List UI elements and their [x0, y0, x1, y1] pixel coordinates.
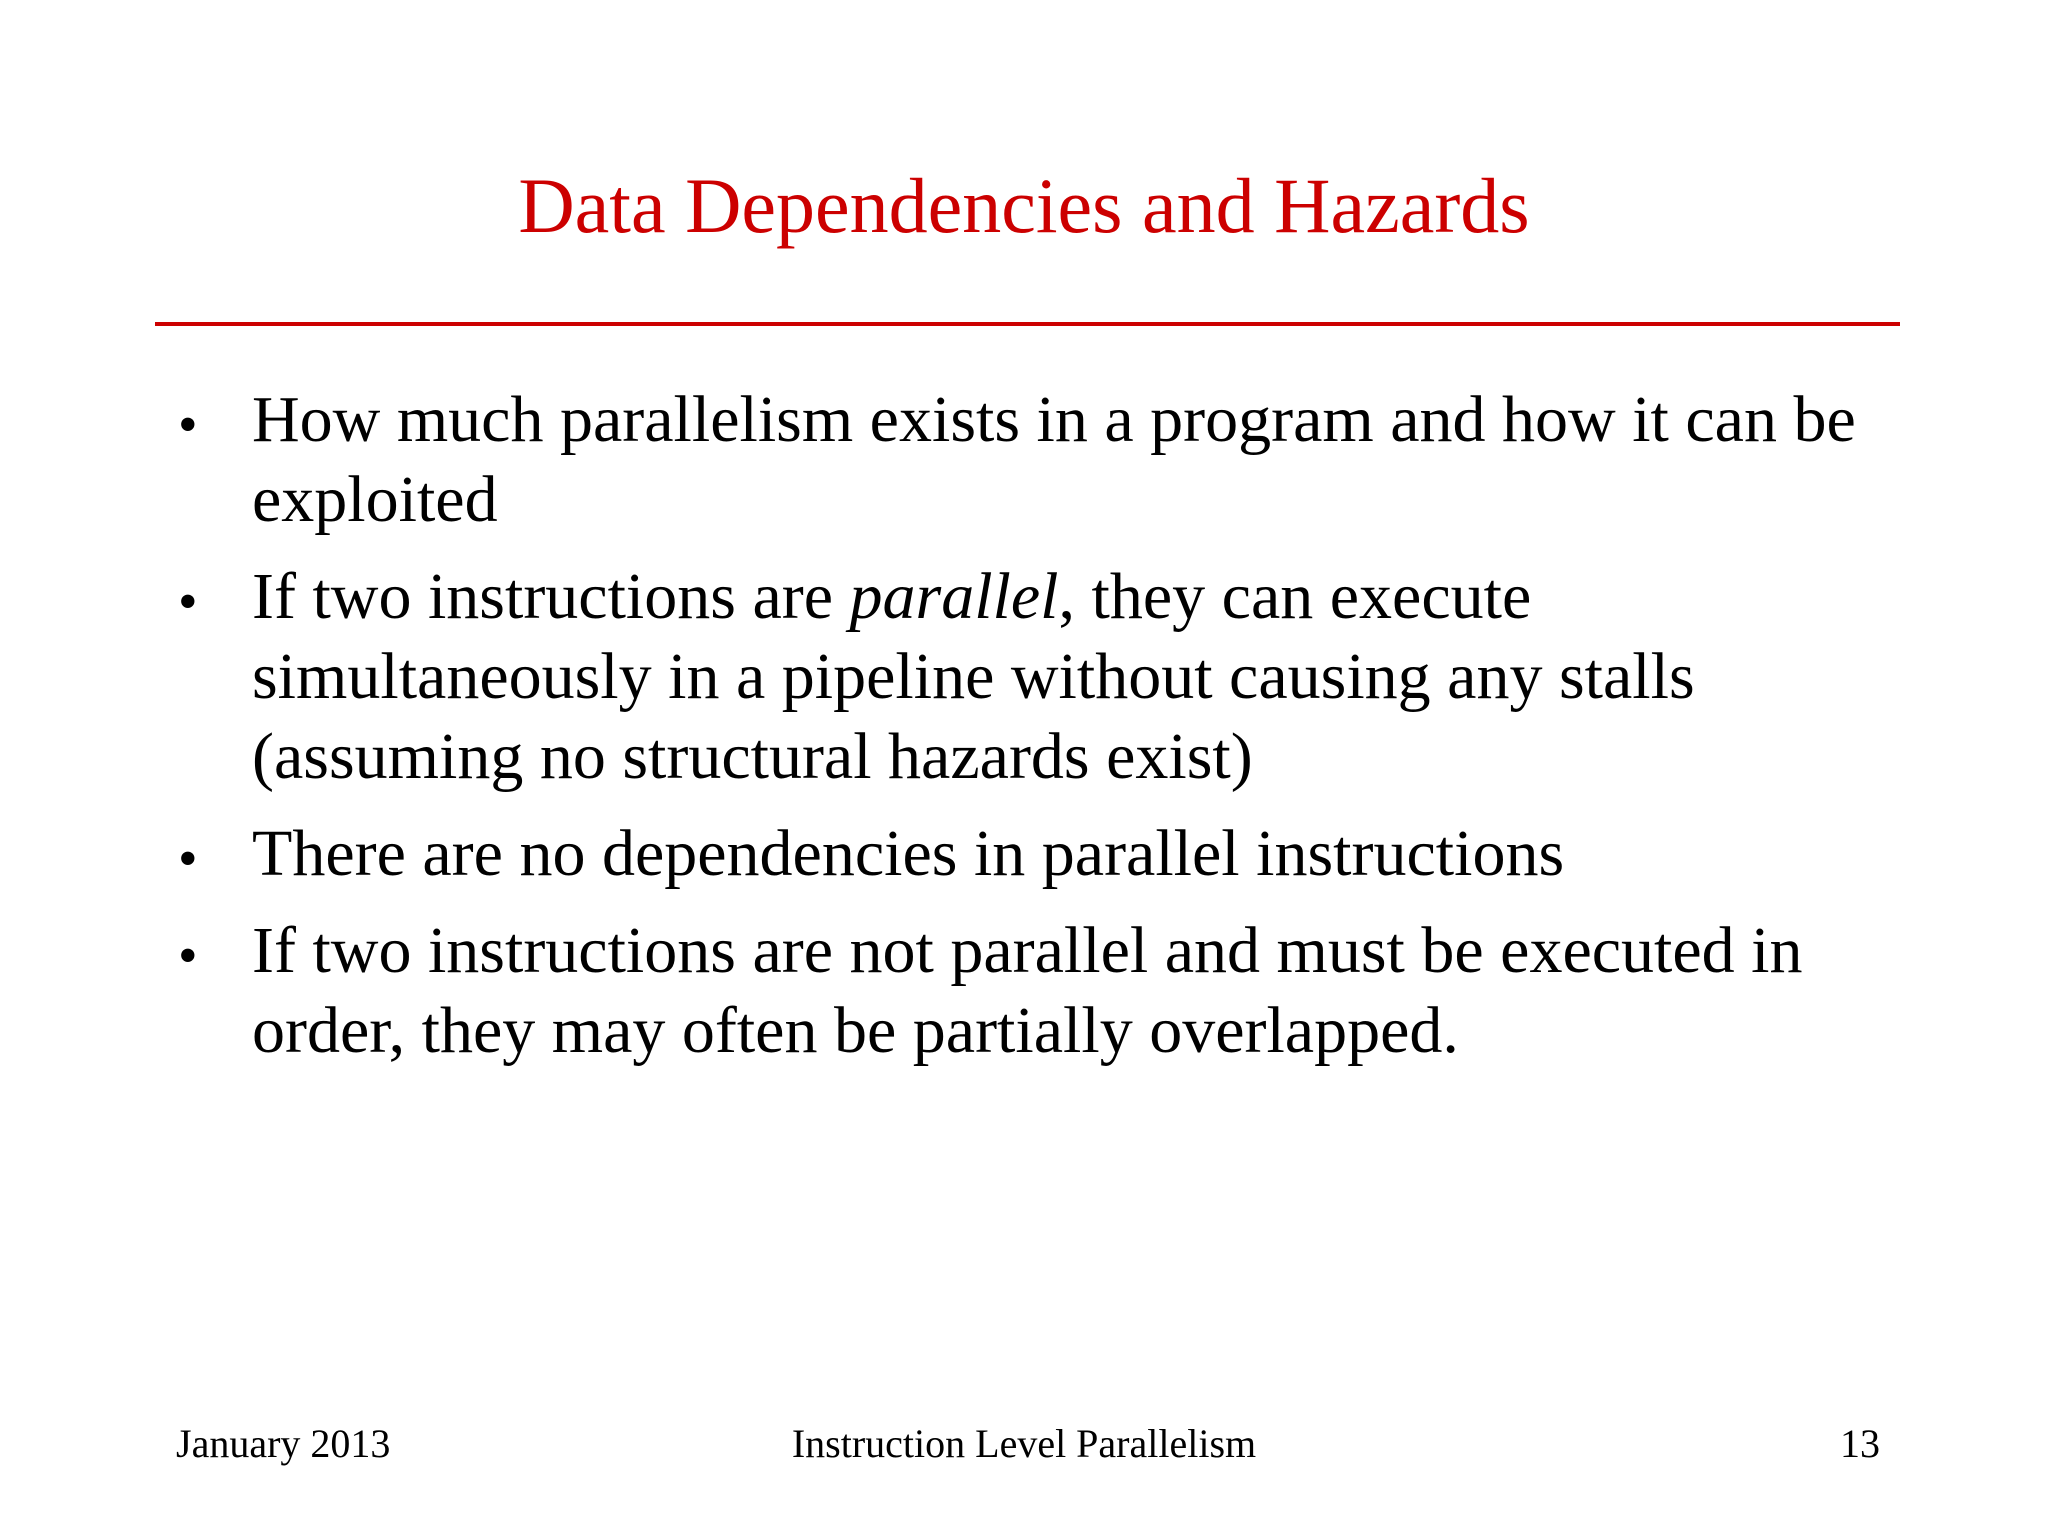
page-number: 13 [1840, 1421, 1880, 1466]
footer-topic: Instruction Level Parallelism [791, 1421, 1257, 1466]
bullet-symbol: • [178, 828, 198, 890]
bullet-list [0, 380, 2048, 1088]
bullet-item [0, 557, 2048, 797]
bullet-text: There are no dependencies in parallel instructions [252, 817, 1565, 890]
title-divider [155, 322, 1900, 326]
bullet-symbol: • [178, 571, 198, 633]
bullet-symbol: • [178, 394, 198, 456]
bullet-text: If two instructions are not parallel and must be executed in order, they may often be partially overlapped. [252, 914, 1803, 1067]
footer-date: January 2013 [176, 1421, 391, 1466]
bullet-item [0, 911, 2048, 1071]
bullet-text-before: If two instructions are [252, 560, 850, 633]
bullet-item [0, 814, 2048, 894]
bullet-symbol: • [178, 925, 198, 987]
slide-title: Data Dependencies and Hazards [518, 162, 1530, 249]
bullet-text-after: , they can execute simultaneously in a pipeline without causing any stalls (assuming no structural hazards exist) [252, 560, 1695, 793]
bullet-text [252, 557, 1902, 797]
bullet-item [0, 380, 2048, 540]
bullet-text: How much parallelism exists in a program and how it can be exploited [252, 383, 1856, 536]
bullet-text-emphasis: parallel [849, 560, 1059, 633]
